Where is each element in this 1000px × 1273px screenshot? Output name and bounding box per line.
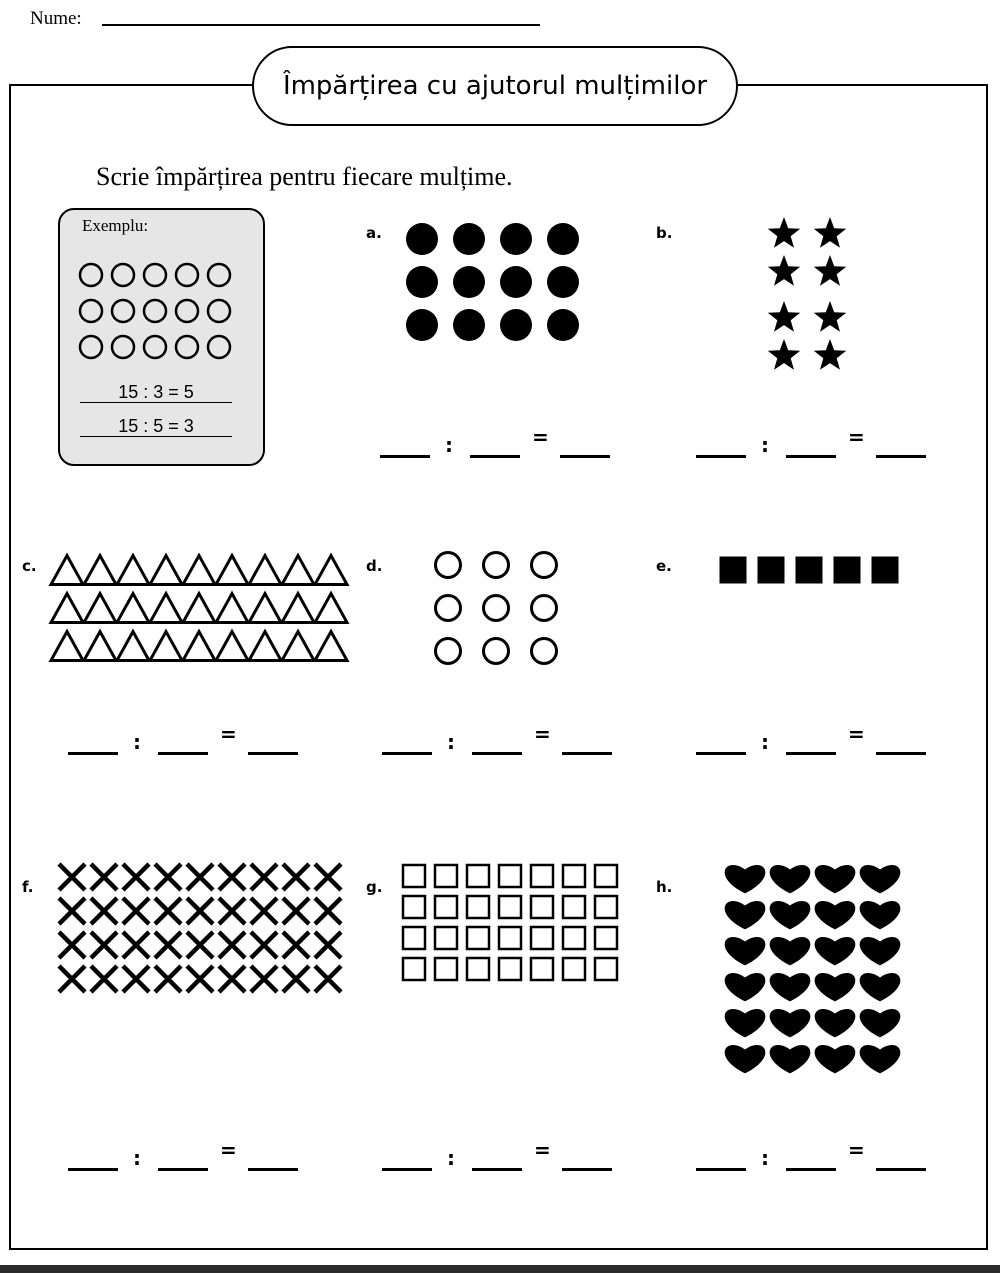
answer-0-0-divide-sign: :: [445, 433, 453, 457]
answer-0-0-divisor-blank[interactable]: [470, 455, 520, 458]
name-label: Nume:: [30, 8, 82, 29]
answer-2-2-quotient-blank[interactable]: [876, 1168, 926, 1171]
answer-2-0-divide-sign: :: [133, 1146, 141, 1170]
answer-2-2-divisor-blank[interactable]: [786, 1168, 836, 1171]
problem-h-item: [770, 1045, 811, 1073]
answer-0-1-quotient-blank[interactable]: [876, 455, 926, 458]
problem-h-item: [725, 1045, 766, 1073]
problem-d-letter: d.: [366, 557, 383, 575]
problem-c-letter: c.: [22, 557, 37, 575]
answer-2-2-equals-sign: =: [848, 1138, 865, 1162]
problem-h-item: [725, 865, 766, 893]
answer-1-0-dividend-blank[interactable]: [68, 752, 118, 755]
answer-0-1-divisor-blank[interactable]: [786, 455, 836, 458]
answer-2-1-divisor-blank[interactable]: [472, 1168, 522, 1171]
problem-h-item: [815, 973, 856, 1001]
answer-0-0-equals-sign: =: [532, 425, 549, 449]
problem-h-item: [725, 973, 766, 1001]
answer-1-2-divide-sign: :: [761, 730, 769, 754]
bottom-bar: [0, 1265, 1000, 1273]
problem-h-item: [815, 937, 856, 965]
problem-h-item: [860, 973, 901, 1001]
answer-1-2-dividend-blank[interactable]: [696, 752, 746, 755]
answer-2-2-dividend-blank[interactable]: [696, 1168, 746, 1171]
answer-0-1-divide-sign: :: [761, 433, 769, 457]
problem-a-letter: a.: [366, 224, 382, 242]
answer-1-1-equals-sign: =: [534, 722, 551, 746]
problem-h-letter: h.: [656, 878, 673, 896]
example-equation-2: 15 : 5 = 3: [80, 416, 232, 437]
problem-f-letter: f.: [22, 878, 34, 896]
problem-h-item: [725, 901, 766, 929]
answer-1-1-quotient-blank[interactable]: [562, 752, 612, 755]
instruction-text: Scrie împărțirea pentru fiecare mulțime.: [96, 162, 513, 191]
answer-1-2-quotient-blank[interactable]: [876, 752, 926, 755]
problem-h-item: [860, 937, 901, 965]
answer-1-1-divide-sign: :: [447, 730, 455, 754]
answer-0-0-quotient-blank[interactable]: [560, 455, 610, 458]
problem-h-item: [725, 1009, 766, 1037]
problem-h-item: [815, 1009, 856, 1037]
answer-2-0-quotient-blank[interactable]: [248, 1168, 298, 1171]
problem-h-item: [770, 937, 811, 965]
answer-1-0-divide-sign: :: [133, 730, 141, 754]
answer-2-0-dividend-blank[interactable]: [68, 1168, 118, 1171]
problem-h-item: [770, 901, 811, 929]
problem-h-item: [770, 973, 811, 1001]
problem-h-item: [770, 1009, 811, 1037]
problem-h-item: [860, 901, 901, 929]
problem-h-item: [815, 1045, 856, 1073]
problem-h-item: [815, 865, 856, 893]
answer-1-2-equals-sign: =: [848, 722, 865, 746]
problem-b-letter: b.: [656, 224, 673, 242]
problem-g-letter: g.: [366, 878, 383, 896]
answer-2-1-dividend-blank[interactable]: [382, 1168, 432, 1171]
answer-0-1-dividend-blank[interactable]: [696, 455, 746, 458]
answer-1-0-quotient-blank[interactable]: [248, 752, 298, 755]
problem-h-item: [770, 865, 811, 893]
answer-1-0-equals-sign: =: [220, 722, 237, 746]
answer-1-2-divisor-blank[interactable]: [786, 752, 836, 755]
answer-2-1-divide-sign: :: [447, 1146, 455, 1170]
problem-h-item: [860, 1045, 901, 1073]
answer-2-0-divisor-blank[interactable]: [158, 1168, 208, 1171]
answer-0-0-dividend-blank[interactable]: [380, 455, 430, 458]
answer-1-0-divisor-blank[interactable]: [158, 752, 208, 755]
problem-e-letter: e.: [656, 557, 672, 575]
problem-h-item: [815, 901, 856, 929]
example-label: Exemplu:: [82, 216, 149, 235]
answer-1-1-divisor-blank[interactable]: [472, 752, 522, 755]
answer-0-1-equals-sign: =: [848, 425, 865, 449]
answer-2-1-equals-sign: =: [534, 1138, 551, 1162]
problem-h-item: [860, 1009, 901, 1037]
answer-2-1-quotient-blank[interactable]: [562, 1168, 612, 1171]
answer-2-0-equals-sign: =: [220, 1138, 237, 1162]
answer-2-2-divide-sign: :: [761, 1146, 769, 1170]
answer-1-1-dividend-blank[interactable]: [382, 752, 432, 755]
problem-h-item: [860, 865, 901, 893]
example-equation-1: 15 : 3 = 5: [80, 382, 232, 403]
page-title: Împărțirea cu ajutorul mulțimilor: [252, 46, 738, 126]
problem-h-item: [725, 937, 766, 965]
